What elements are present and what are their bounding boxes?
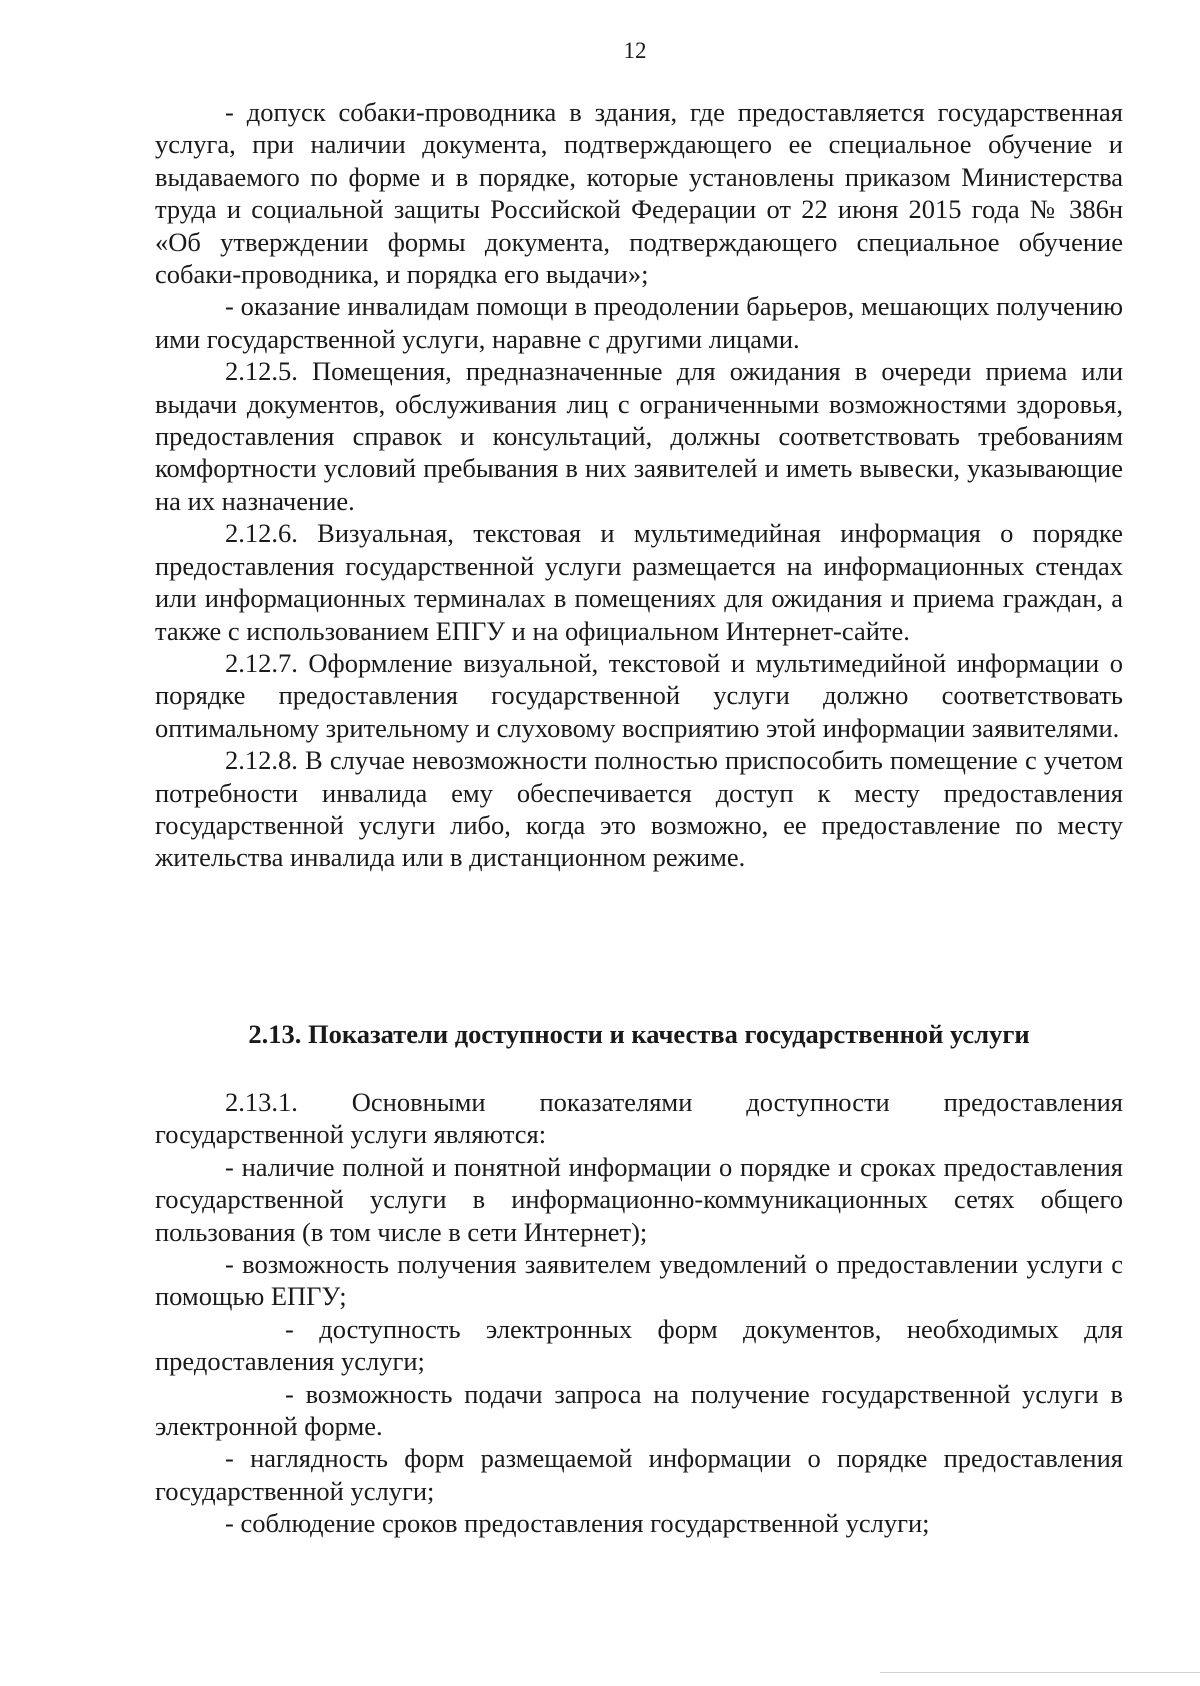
paragraph-2-12-7: 2.12.7. Оформление визуальной, текстовой и мультимедийной информации о порядке предоставления государственной услуги должно соответствовать оптимальному зрительному и слуховому восприятию этой информации заявителями.: [155, 647, 1123, 743]
paragraph-2-12-8: 2.12.8. В случае невозможности полностью приспособить помещение с учетом потребности инвалида ему обеспечивается доступ к месту предоставления государственной услуги либо, когда это возможно, ее предоставление по месту жительства инвалида или в дистанционном режиме.: [155, 745, 1123, 873]
list-item-online-request: - возможность подачи запроса на получение государственной услуги в электронной форме.: [155, 1378, 1123, 1442]
body-text-top: [155, 96, 1123, 874]
paragraph-assistance: - оказание инвалидам помощи в преодолении барьеров, мешающих получению ими государственной услуги, наравне с другими лицами.: [155, 291, 1123, 354]
list-item-deadlines: - соблюдение сроков предоставления государственной услуги;: [225, 1508, 930, 1539]
page-number: 12: [623, 38, 647, 63]
paragraph-2-12-6: 2.12.6. Визуальная, текстовая и мультимедийная информация о порядке предоставления государственной услуги размещается на информационных стендах или информационных терминалах в помещениях для ожидания и приема граждан, а также с использованием ЕПГУ и на официальном Интернет-сайте.: [155, 518, 1123, 646]
section-heading: 2.13. Показатели доступности и качества государственной услуги: [248, 1019, 1030, 1049]
list-item-information: - наличие полной и понятной информации о порядке и сроках предоставления государственной услуги в информационно-коммуникационных сетях общего пользования (в том числе в сети Интернет);: [155, 1151, 1123, 1247]
scan-edge-line: [880, 1672, 1200, 1673]
paragraph-guide-dog: - допуск собаки-проводника в здания, где предоставляется государственная услуга, при наличии документа, подтверждающего ее специальное обучение и выдаваемого по форме и в порядке, которые установлены приказом Министерства труда и социальной защиты Российской Федерации от 22 июня 2015 года № 386н «Об утверждении формы документа, подтверждающего специальное обучение собаки-проводника, и порядка его выдачи»;: [155, 97, 1123, 290]
list-item-notifications: - возможность получения заявителем уведомлений о предоставлении услуги с помощью ЕПГУ;: [155, 1249, 1123, 1312]
body-text-bottom: [155, 1086, 1123, 1540]
paragraph-2-12-5: 2.12.5. Помещения, предназначенные для ожидания в очереди приема или выдачи документов, обслуживания лиц с ограниченными возможностями здоровья, предоставления справок и консультаций, должны соответствовать требованиям комфортности условий пребывания в них заявителей и иметь вывески, указывающие на их назначение.: [155, 356, 1123, 516]
list-item-visibility: - наглядность форм размещаемой информации о порядке предоставления государственной услуги;: [155, 1443, 1123, 1506]
list-item-electronic-forms: - доступность электронных форм документов, необходимых для предоставления услуги;: [155, 1313, 1123, 1377]
paragraph-2-13-1: 2.13.1. Основными показателями доступности предоставления государственной услуги являются:: [155, 1087, 1123, 1150]
